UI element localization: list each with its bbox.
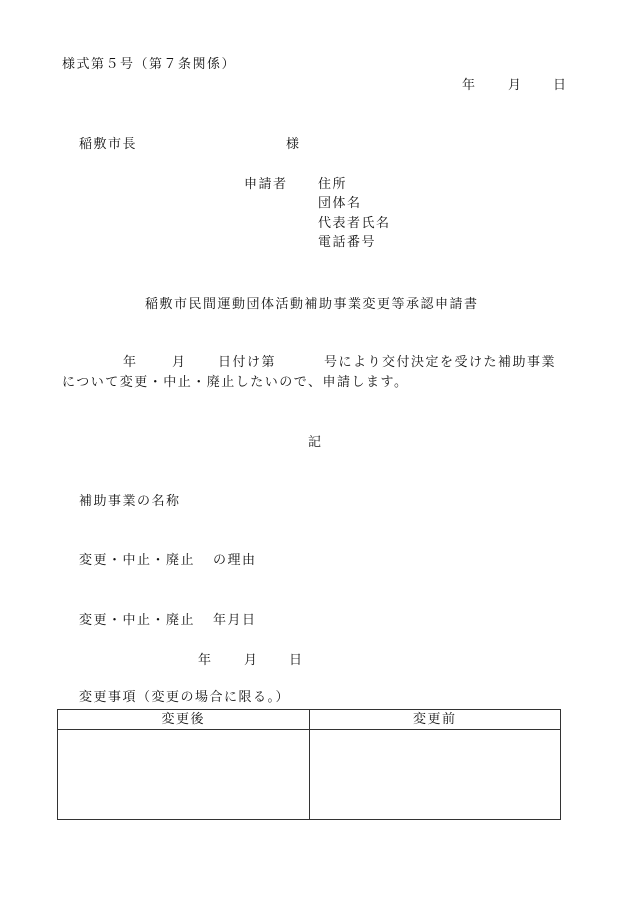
- body-line2: について変更・中止・廃止したいので、申請します。: [62, 375, 409, 390]
- document-title: 稲敷市民間運動団体活動補助事業変更等承認申請書: [145, 297, 479, 312]
- item-date-prefix: 変更・中止・廃止: [79, 613, 196, 628]
- header-after-change: 変更後: [58, 710, 310, 730]
- changes-table: [57, 709, 561, 820]
- item-reason-suffix: の理由: [213, 553, 257, 568]
- item-project-name: 補助事業の名称: [79, 494, 181, 509]
- item-date-suffix: 年月日: [213, 613, 257, 628]
- changes-table-body-row: [58, 730, 561, 820]
- applicant-group-label: 団体名: [318, 196, 362, 211]
- changes-table-header-row: [58, 710, 561, 730]
- applicant-representative-label: 代表者氏名: [318, 216, 391, 231]
- item-date-day: 日: [289, 653, 304, 668]
- addressee-name: 稲敷市長: [79, 137, 138, 152]
- header-date-month: 月: [508, 78, 523, 93]
- item-changes-label: 変更事項（変更の場合に限る。）: [79, 690, 291, 705]
- item-date-year: 年: [198, 653, 213, 668]
- form-number: 様式第５号（第７条関係）: [62, 57, 237, 72]
- body-line1-rest: 号により交付決定を受けた補助事業: [324, 355, 557, 370]
- body-month: 月: [172, 355, 187, 370]
- applicant-phone-label: 電話番号: [318, 235, 377, 250]
- item-reason-prefix: 変更・中止・廃止: [79, 553, 196, 568]
- applicant-address-label: 住所: [318, 177, 348, 192]
- header-date-day: 日: [553, 78, 568, 93]
- body-day-ref: 日付け第: [218, 355, 277, 370]
- ki-marker: 記: [308, 435, 323, 450]
- cell-after-change[interactable]: [58, 730, 310, 820]
- addressee-honorific: 様: [286, 137, 301, 152]
- header-before-change: 変更前: [309, 710, 561, 730]
- item-date-month: 月: [244, 653, 259, 668]
- body-year: 年: [123, 355, 138, 370]
- header-date-year: 年: [462, 78, 477, 93]
- applicant-label: 申請者: [244, 177, 288, 192]
- cell-before-change[interactable]: [309, 730, 561, 820]
